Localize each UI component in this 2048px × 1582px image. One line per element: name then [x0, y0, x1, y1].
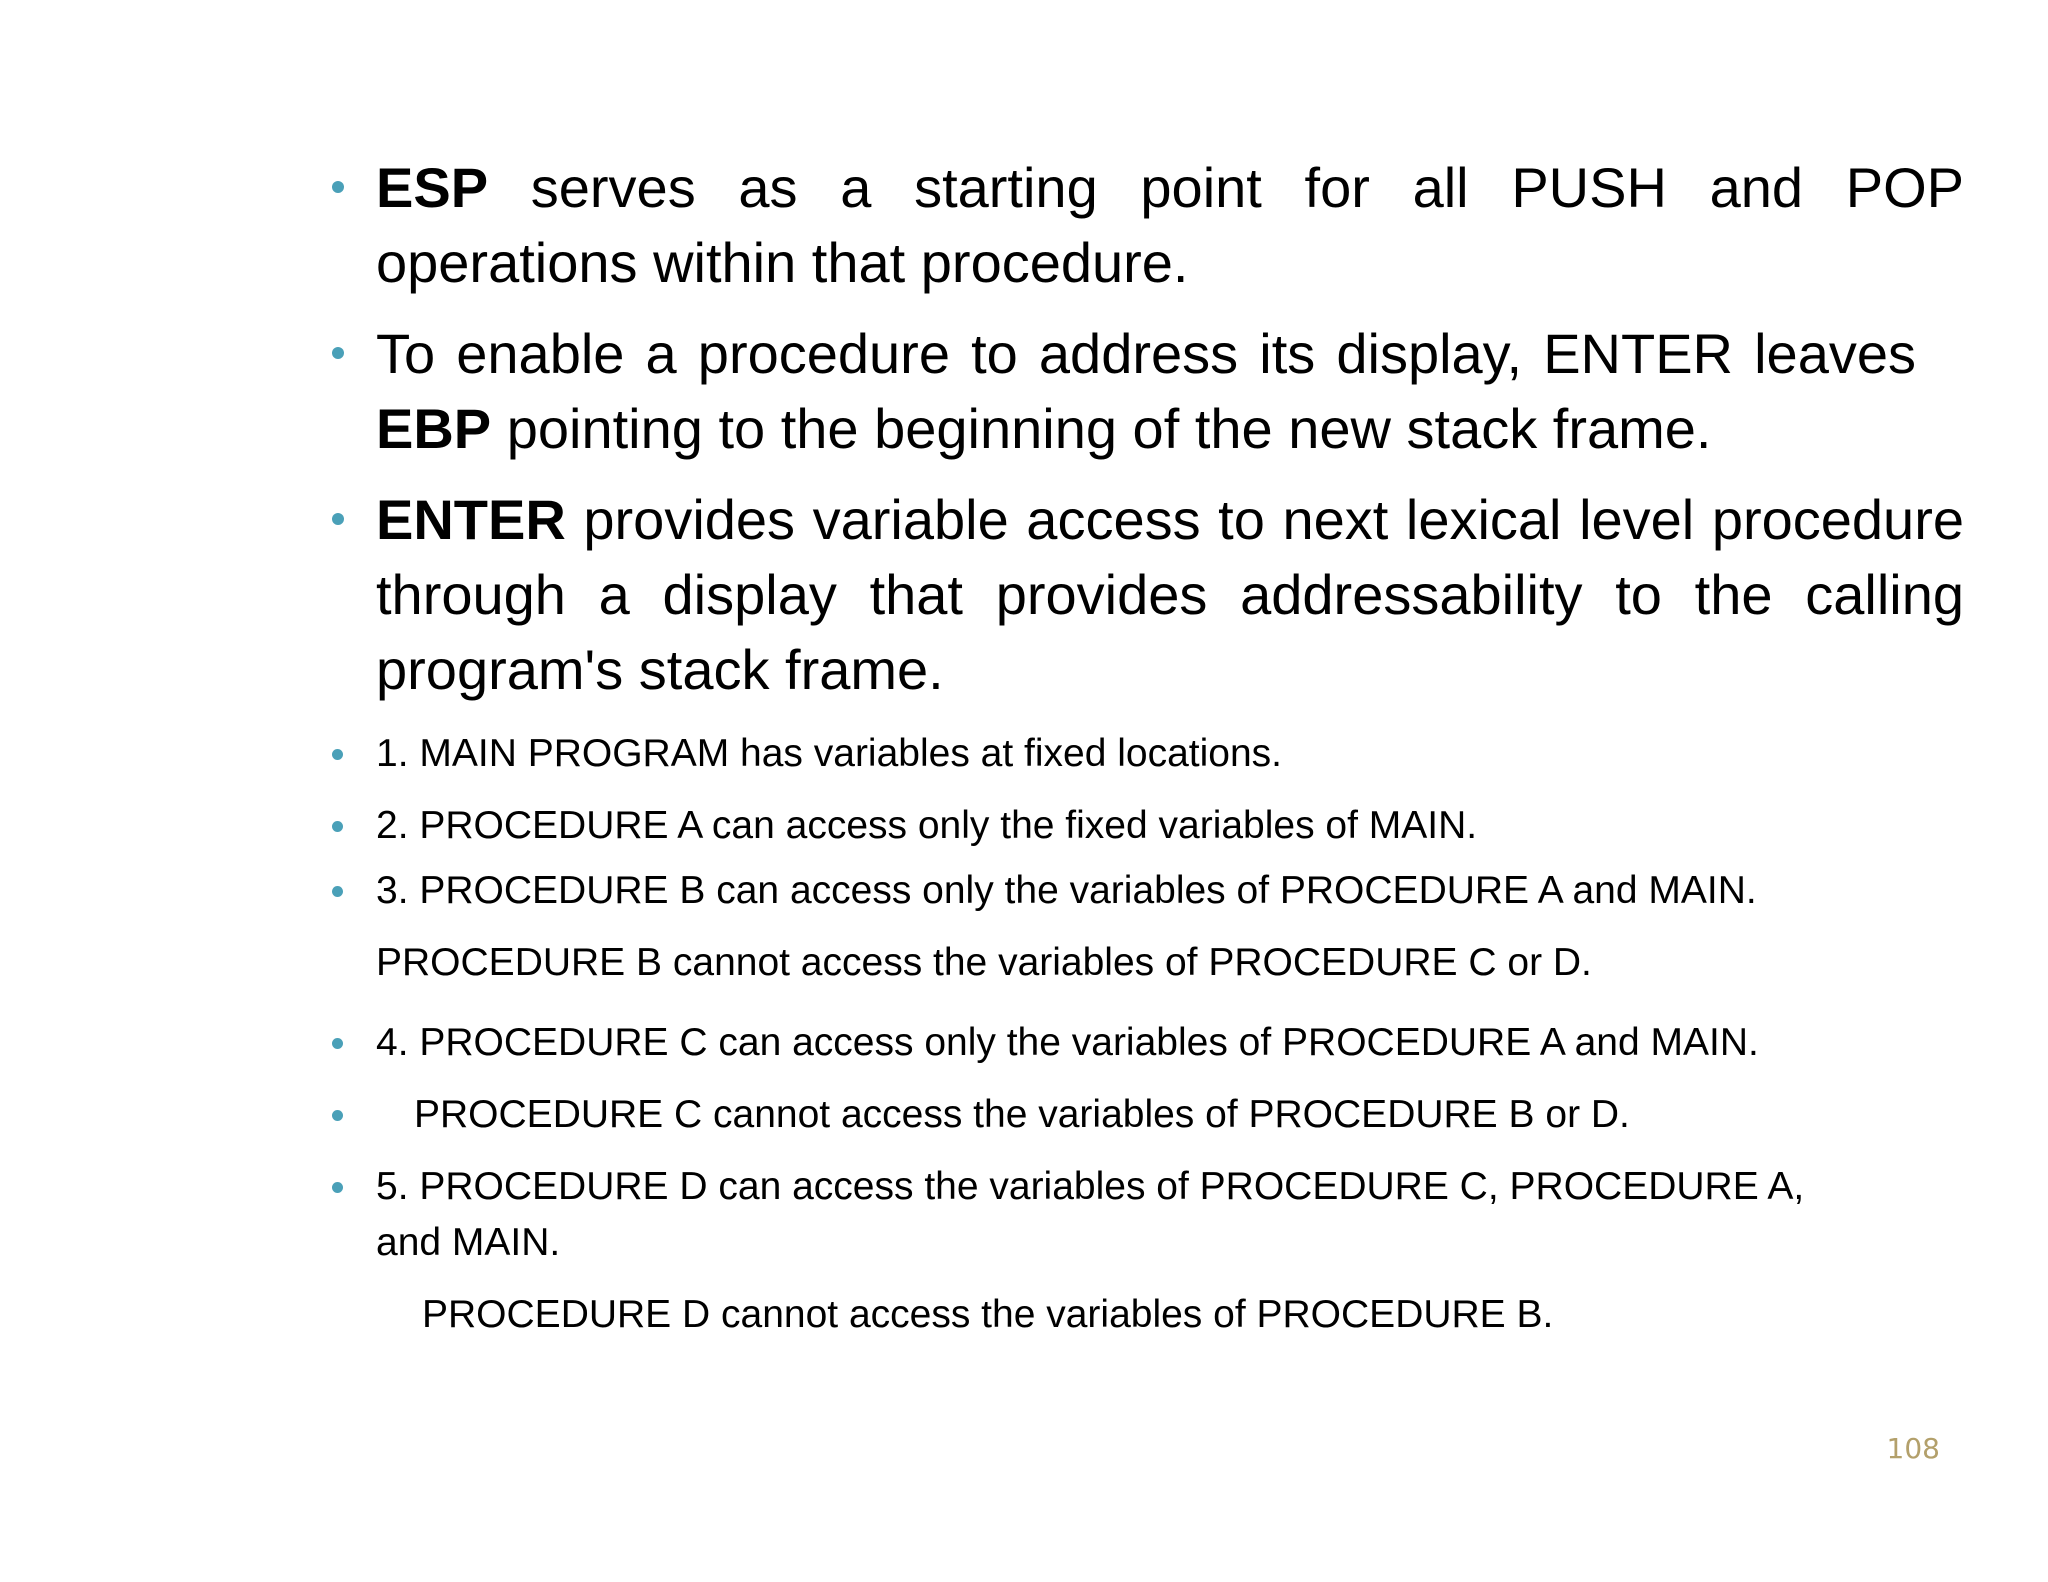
bullet-dot-icon — [332, 1038, 343, 1049]
list-item-text: 2. PROCEDURE A can access only the fixed variables of MAIN. — [376, 804, 1478, 847]
list-item-5-wrap — [376, 1215, 1964, 1271]
bullet-text: provides variable access to next lexical level procedure through a display that provides addressability to the calling program's stack frame. — [376, 488, 1964, 701]
bullet-dot-icon — [332, 181, 344, 193]
list-item-text: 4. PROCEDURE C can access only the variables of PROCEDURE A and MAIN. — [376, 1021, 1759, 1064]
page-number: 108 — [1886, 1432, 1940, 1465]
list-item-text: PROCEDURE B cannot access the variables of PROCEDURE C or D. — [376, 941, 1592, 984]
list-item-5-continued — [376, 1287, 1964, 1343]
bullet-text: serves as a starting point for all PUSH and POP operations within that procedure. — [376, 156, 1964, 294]
keyword-esp: ESP — [376, 156, 489, 219]
list-item-text: 5. PROCEDURE D can access the variables of PROCEDURE C, PROCEDURE A, — [376, 1165, 1805, 1208]
bullet-dot-icon — [332, 886, 343, 897]
list-item-text: PROCEDURE C cannot access the variables of PROCEDURE B or D. — [414, 1093, 1630, 1136]
list-item-4 — [376, 1015, 1964, 1071]
list-item-text: 1. MAIN PROGRAM has variables at fixed locations. — [376, 732, 1283, 775]
keyword-ebp: EBP — [376, 397, 492, 460]
bullet-text: To enable a procedure to address its display, ENTER leaves — [376, 322, 1916, 385]
list-item-3-continued — [376, 935, 1964, 991]
bullet-dot-icon — [332, 749, 343, 760]
bullet-dot-icon — [332, 1182, 343, 1193]
bullet-dot-icon — [332, 1110, 343, 1121]
list-item-text: 3. PROCEDURE B can access only the variables of PROCEDURE A and MAIN. — [376, 869, 1757, 912]
bullet-enter-access — [376, 482, 1964, 707]
list-item-4-continued — [376, 1087, 1964, 1143]
list-item-3 — [376, 863, 1964, 919]
keyword-enter: ENTER — [376, 488, 566, 551]
list-item-text: and MAIN. — [376, 1221, 561, 1264]
bullet-dot-icon — [332, 821, 343, 832]
bullet-dot-icon — [332, 513, 344, 525]
list-item-2 — [376, 798, 1964, 854]
list-item-5 — [376, 1159, 1964, 1215]
list-item-text: PROCEDURE D cannot access the variables of PROCEDURE B. — [422, 1293, 1554, 1336]
bullet-enter-display — [376, 316, 1916, 466]
bullet-dot-icon — [332, 347, 344, 359]
bullet-text-continued: pointing to the beginning of the new stack frame. — [491, 397, 1712, 460]
list-item-1 — [376, 726, 1964, 782]
bullet-esp — [376, 150, 1964, 300]
